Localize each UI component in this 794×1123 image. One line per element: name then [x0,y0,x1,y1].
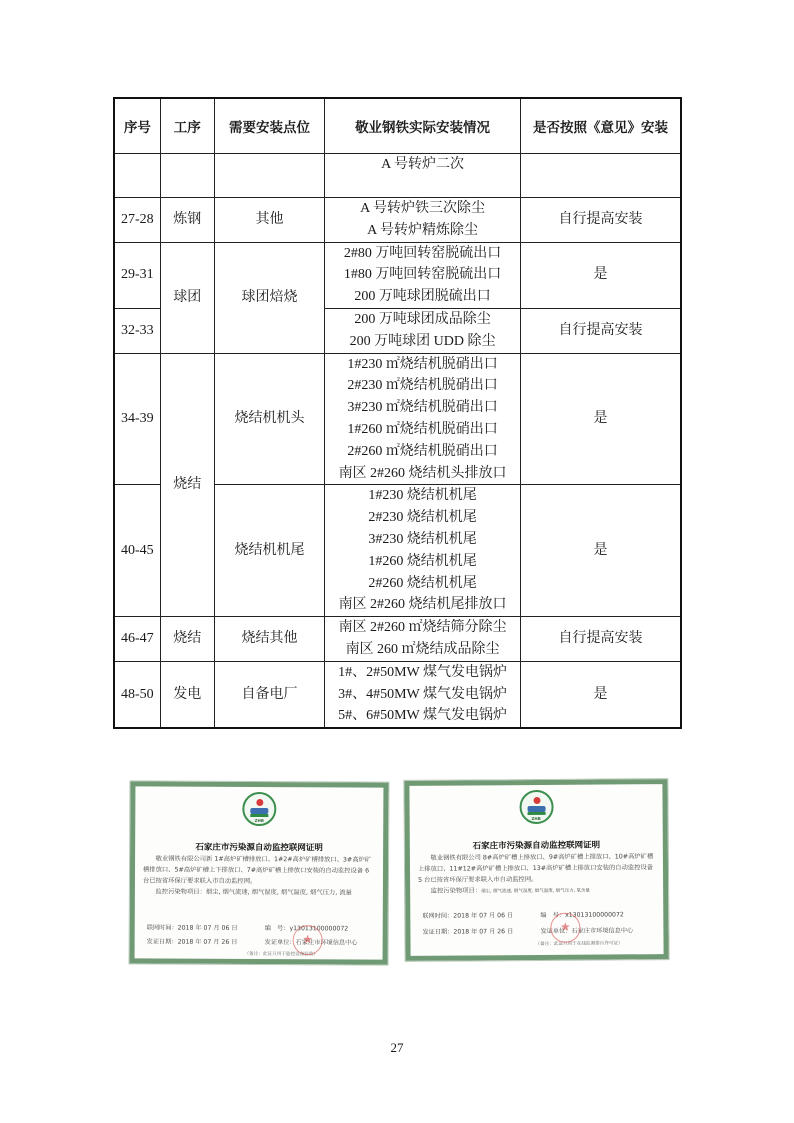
cell-compliance: 是 [520,353,681,485]
official-seal-icon [550,913,580,943]
certificate-statement: 敬业钢铁有限公司新 1#高炉矿槽排放口、1#2#高炉矿槽排放口、3#高炉矿槽排放口、5#高炉矿槽上下排放口、7#高炉矿槽上排放口安装的自动监控设备 6 台已按省环保厅要求联入市自动监控网。 [142,855,372,885]
actual-line: 1#、2#50MW 煤气发电锅炉 [338,664,508,680]
certificate-body [418,851,655,898]
table-row [114,617,681,662]
page-number: 27 [390,1040,404,1055]
certificate-number: 编 号：y13013100000072 [264,925,349,933]
cell-point: 自备电厂 [214,661,324,728]
certificate-note: （备注：此证只用于监控设备验收） [244,951,319,958]
network-time: 联网时间：2018 年 07 月 06 日 [146,924,238,932]
actual-line: 南区 2#260 ㎡烧结筛分除尘 [338,620,507,636]
certificate-meta-row-2 [422,925,657,936]
actual-line: A 号转炉铁三次除尘 [360,201,485,216]
cell-point: 烧结机机尾 [214,485,324,617]
certificate-image-1 [130,781,389,964]
table-row [114,353,681,485]
actual-line: 3#230 烧结机机尾 [368,531,477,547]
table-header-row [114,98,681,154]
table-row [114,242,681,308]
cell-actual [325,154,521,198]
header-compliance: 是否按照《意见》安装 [520,98,681,154]
cell-point: 球团焙烧 [214,242,324,353]
cell-point [214,154,324,198]
actual-line: 2#230 ㎡烧结机脱硝出口 [347,378,498,394]
cell-process: 炼钢 [160,198,214,243]
cell-process: 发电 [160,661,214,728]
cell-seq: 29-31 [114,242,160,308]
actual-line: 2#230 烧结机机尾 [368,510,477,526]
cell-actual [325,198,521,243]
issuer: 发证单位：石家庄市环境信息中心 [540,927,634,935]
cell-compliance [520,154,681,198]
certificate-meta-row-2 [146,936,377,947]
cell-actual [325,617,521,662]
certificate-title: 石家庄市污染源自动监控联网证明 [195,842,323,854]
actual-line: 南区 2#260 烧结机尾排放口 [338,597,507,613]
table-row [114,661,681,728]
certificate-image-2 [404,779,668,961]
cell-process [160,154,214,198]
cell-process: 烧结 [160,617,214,662]
certificate-meta-row-1 [146,922,377,933]
cell-actual [325,242,521,308]
actual-line: 1#230 烧结机机尾 [368,488,477,504]
actual-line: 200 万吨球团脱硫出口 [354,289,491,305]
actual-line: 5#、6#50MW 煤气发电锅炉 [338,708,508,724]
cell-point: 烧结其他 [214,617,324,662]
actual-line: 2#80 万吨回转窑脱硫出口 [343,245,502,261]
cell-point: 烧结机机头 [214,353,324,485]
cell-point: 其他 [214,198,324,243]
environmental-emblem-icon: ZHB [242,792,276,826]
cell-seq: 40-45 [114,485,160,617]
cell-compliance: 自行提高安装 [520,308,681,353]
cell-actual [325,353,521,485]
table-row [114,198,681,243]
cell-compliance: 是 [520,661,681,728]
certificate-pollutants: 监控污染物项目：烟尘, 烟气流速, 烟气湿度, 烟气温度, 烟气压力, 氧含量 [430,887,590,895]
actual-line: 1#260 ㎡烧结机脱硝出口 [347,421,498,437]
actual-line: A 号转炉二次 [381,157,464,172]
cell-compliance: 是 [520,242,681,308]
table-row [114,154,681,198]
issue-date: 发证日期：2018 年 07 月 26 日 [146,938,238,946]
header-actual-installation: 敬业钢铁实际安装情况 [325,98,521,154]
cell-seq: 32-33 [114,308,160,353]
cell-actual [325,661,521,728]
actual-line: 2#260 ㎡烧结机脱硝出口 [347,443,498,459]
certificate-body [143,853,375,898]
header-install-point: 需要安装点位 [214,98,324,154]
cell-process: 球团 [160,242,214,353]
header-seq: 序号 [114,98,160,154]
cell-compliance: 自行提高安装 [520,617,681,662]
certificate-meta-row-1 [422,909,657,920]
certificate-number: 编 号：x13013100000072 [540,911,624,919]
actual-line: 200 万吨球团 UDD 除尘 [349,333,496,349]
certificate-title: 石家庄市污染源自动监控联网证明 [472,840,601,852]
actual-line: 3#230 ㎡烧结机脱硝出口 [347,400,498,416]
network-time: 联网时间：2018 年 07 月 06 日 [422,912,514,920]
cell-process: 烧结 [160,353,214,617]
cell-seq: 34-39 [114,353,160,485]
actual-line: 3#、4#50MW 煤气发电锅炉 [338,686,508,702]
issuer: 发证单位：石家庄市环境信息中心 [264,939,358,947]
environmental-emblem-icon: ZHB [519,790,553,824]
cell-compliance: 自行提高安装 [520,198,681,243]
cell-actual [325,485,521,617]
certificate-note: （备注：此证只用于在线监测排污许可证） [535,941,623,948]
header-process: 工序 [160,98,214,154]
actual-line: 1#80 万吨回转窑脱硫出口 [343,267,502,283]
cell-actual [325,308,521,353]
cell-seq [114,154,160,198]
cell-compliance: 是 [520,485,681,617]
actual-line: 1#230 ㎡烧结机脱硝出口 [347,356,498,372]
actual-line: 200 万吨球团成品除尘 [354,311,491,327]
cell-seq: 46-47 [114,617,160,662]
certificate-pollutants: 监控污染物项目：烟尘, 烟气流速, 烟气湿度, 烟气温度, 烟气压力, 流量 [155,888,352,897]
cell-seq: 48-50 [114,661,160,728]
actual-line: 南区 2#260 烧结机头排放口 [338,465,507,481]
cell-seq: 27-28 [114,198,160,243]
actual-line: 2#260 烧结机机尾 [368,575,477,591]
certificate-statement: 敬业钢铁有限公司 8#高炉矿槽上排放口、9#高炉矿槽上排放口、10#高炉矿槽上排放口、11#12#高炉矿槽上排放口、13#高炉矿槽上排放口安装的自动监控设备 5 台已按省环保厅要求联入市自动监控网。 [417,853,654,884]
official-seal-icon [293,925,323,955]
installation-table [113,97,682,729]
actual-line: A 号转炉精炼除尘 [367,222,478,238]
issue-date: 发证日期：2018 年 07 月 26 日 [422,928,514,936]
actual-line: 南区 260 ㎡烧结成品除尘 [345,641,500,657]
actual-line: 1#260 烧结机机尾 [368,553,477,569]
